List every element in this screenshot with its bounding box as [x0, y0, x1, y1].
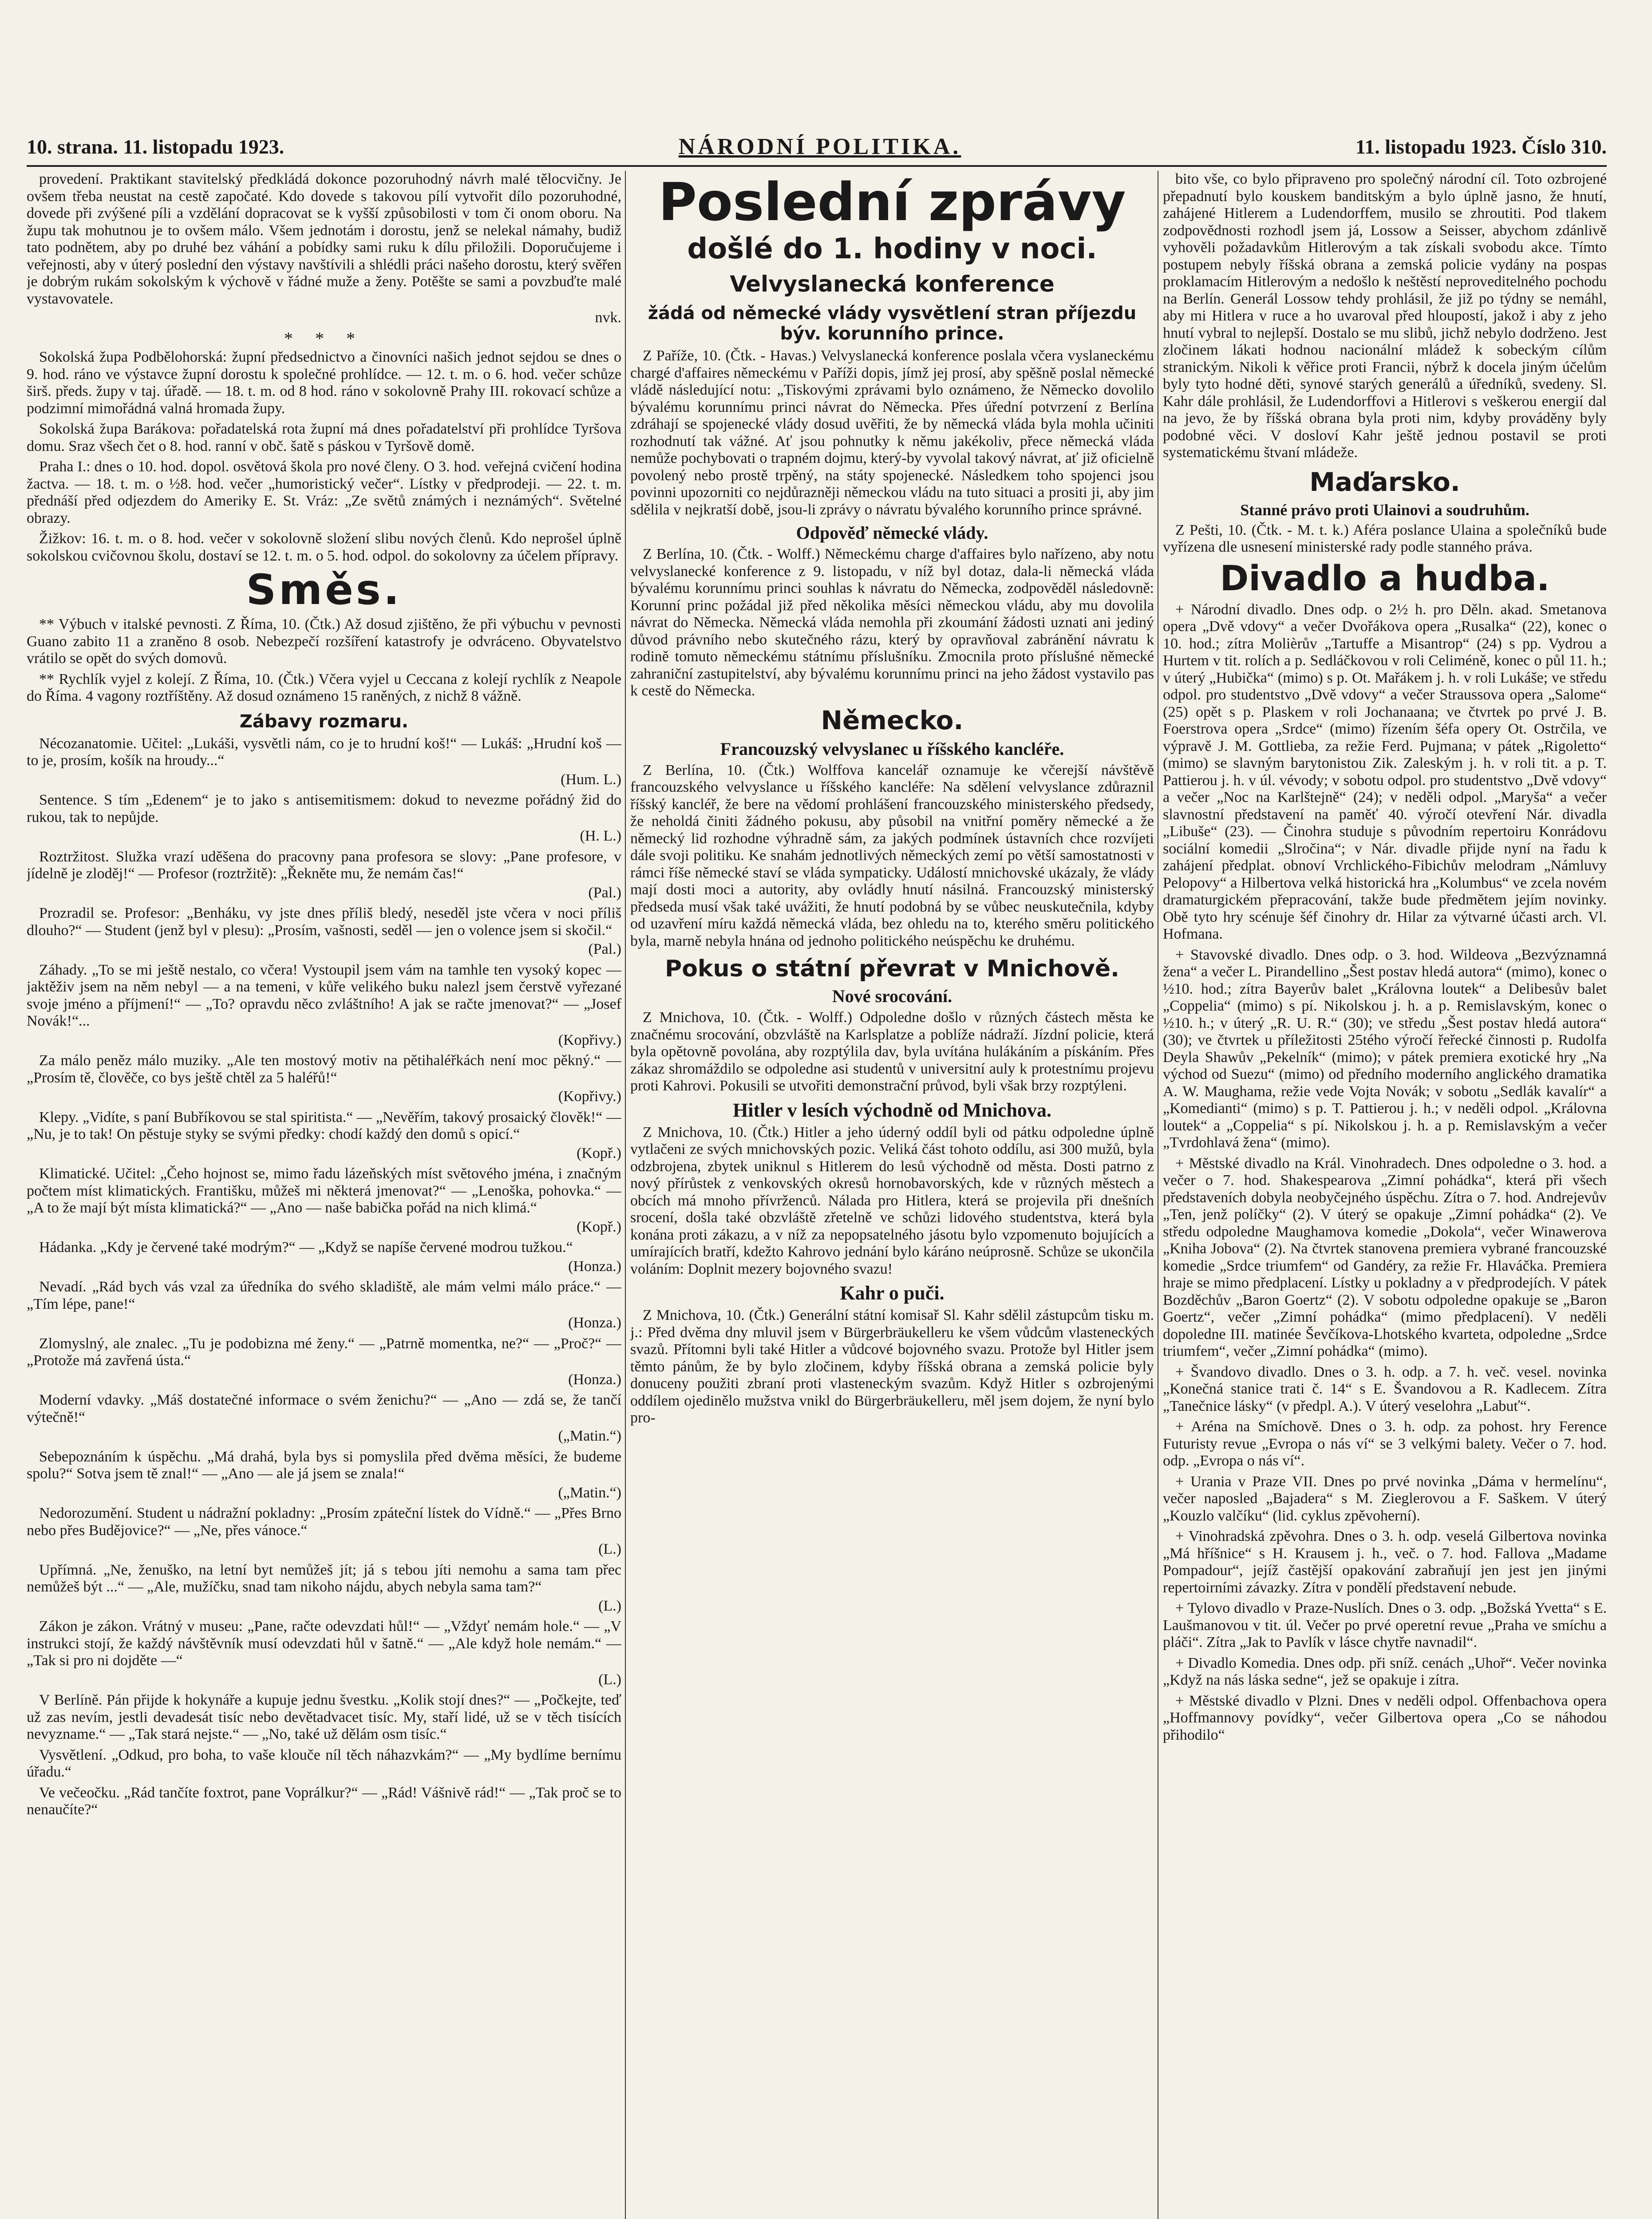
newspaper-title: NÁRODNÍ POLITIKA.	[678, 134, 961, 159]
article-text: Z Mnichova, 10. (Čtk.) Hitler a jeho úderný oddíl byli od pátku odpoledne úplně vytlačeni ze svých mnichovských pozic. Veliká část tohoto oddílu, asi 300 mužů, byla odzbrojena, zbytek uniknul s Hitlerem do lesů východně od města. Dosti patrno z nový přírůstek z venkovských okresů hornobavorských, kde v různých městech a obcích má mnoho přívrženců. Nálada pro Hitlera, která se projevila při dnešních srocení, došla také obzvláště zřetelně ve schůzi lidového studentstva, která byla konána proti zákazu, a v níž za nepopsatelného jásotu bylo vzpomenuto bojujících a umírajících bratří, kdežto Kahrovo jednání bylo káráno neúprosně. Schůze se ukončila voláním: Doplnit mezery bojovného svazu!	[630, 1124, 1154, 1277]
sokol-exhibition-text: provedení. Praktikant stavitelský předkládá dokonce pozoruhodný návrh malé tělocvičny. Je ovšem třeba neustat na cestě započaté. Kdo dovede s takovou pílí vytvořit dílo pozoruhodné, dovede při zvýšené píli a vzdělání dopracovat se k vyšší způsobilosti v tom či onom oboru. Na župu tak mohutnou je to ovšem málo. Všem jednotám i dorostu, jenž se nelekal námahy, budiž tato podnětem, aby po druhé bez váhání a pobídky sami ruku k dílu přiložili. Doporučujeme i veřejnosti, aby v úterý poslední den výstavy navštívili a shlédli práci našeho dorostu, který svěřen je dobrým rukám sokolským k výchově v řádné muže a ženy. Potěšte se sami a povzbuďte malé vystavovatele.	[27, 171, 621, 307]
article-heading: Stanné právo proti Ulainovi a soudruhům.	[1240, 501, 1529, 519]
joke-source: (Kopřivy.)	[558, 1088, 621, 1105]
article-text: Z Mnichova, 10. (Čtk.) Generální státní komisař Sl. Kahr sdělil zástupcům tisku m. j.: Před dvěma dny mluvil jsem v Bürgerbräukelleru ke všem vůdcům vlasteneckých svazů. Přítomni byli také Hitler a vůdcové bojovného svazu. Protože byl Hitler jsem těmto pánům, že by bylo zločinem, kdyby říšská obrana a zemská policie byly donuceny použiti zbraní proti vlasteneckým svazům. Když Hitler s ozbrojenými oddílem ojedinělo mužstva vnikl do Bürgerbräukelleru, měl jsem dojem, že nyní bylo pro-	[630, 1307, 1154, 1426]
page-header	[27, 129, 1607, 164]
joke: Sentence. S tím „Edenem“ je to jako s antisemitismem: dokud to nevezme pořádný žid do rukou, tak to nepůjde.	[27, 792, 621, 825]
article-text: Z Berlína, 10. (Čtk. - Wolff.) Německému charge d'affaires bylo nařízeno, aby notu velvyslanecké konference z 9. listopadu, v níž byl dotaz, dala-li německá vláda bývalému korunnímu princi souhlas k návratu do Německa, zodpověděl následovně: Korunní princ požádal již před několika měsíci německou vládu, aby mu dovolila návrat do Německa. Německá vláda nemohla při zkoumání žádosti uznati ani jediný důvod právního nebo skutečného rázu, který by opravňoval zabránění návratu k rodině tomuto německému státnímu příslušníku. Zmocnila proto příslušné německé zahraniční zastupitelství, aby bývalému korunnímu princi na jeho žádost vystavilo pas k cestě do Německa.	[630, 546, 1154, 699]
column-divider-1	[625, 171, 626, 2219]
article-heading: Francouzský velvyslanec u říšského kancléře.	[720, 738, 1064, 759]
article-heading: Kahr o puči.	[840, 1282, 945, 1304]
theatre-listing: + Městské divadlo v Plzni. Dnes v neděli odpol. Offenbachova opera „Hoffmannovy povídky“, večer Gilbertova opera „Co se náhodou přihodilo“	[1163, 1692, 1607, 1743]
joke: Ve večeočku. „Rád tančíte foxtrot, pane Voprálkur?“ — „Rád! Vášnivě rád!“ — „Tak proč se to nenaučíte?“	[27, 1784, 621, 1818]
joke-source: (L.)	[598, 1541, 621, 1557]
joke: Moderní vdavky. „Máš dostatečné informace o svém ženichu?“ — „Ano — zdá se, že tančí výtečně!“	[27, 1392, 621, 1425]
joke-source: (Honza.)	[568, 1258, 621, 1275]
header-left: 10. strana. 11. listopadu 1923.	[27, 135, 285, 158]
sokol-notice: Praha I.: dnes o 10. hod. dopol. osvětová škola pro nové členy. O 3. hod. veřejná cvičení hodina žactva. — 18. t. m. o ½8. hod. večer „humoristický večer“. Lístky v předprodeji. — 22. t. m. přednáší před odjezdem do Ameriky E. St. Vráz: „Ze světů známých i neznámých“. Světelné obrazy.	[27, 458, 621, 526]
joke: Zákon je zákon. Vrátný v museu: „Pane, račte odevzdati hůl!“ — „Vždyť nemám hole.“ — „V instrukci stojí, že každý návštěvník musí odevzdati hůl v šatně.“ — „Ale když hole nemám.“ — „Tak si pro ni dojděte —“	[27, 1618, 621, 1669]
article-heading: Nové srocování.	[832, 986, 952, 1006]
section-heading-germany: Německo.	[821, 705, 964, 735]
signature: nvk.	[595, 309, 621, 326]
header-rule	[27, 165, 1607, 167]
joke: V Berlíně. Pán přijde k hokynáře a kupuje jednu švestku. „Kolik stojí dnes?“ — „Počkejte, teď už zas nevím, jestli devadesát tisíc nebo devětadvacet tisíc. My, staří lidé, už se v těch tisících nevyzname.“ — „Tak stará nejste.“ — „No, také už dělám osm tisíc.“	[27, 1692, 621, 1742]
joke-source: (Kopř.)	[576, 1145, 621, 1161]
article-text: Z Paříže, 10. (Čtk. - Havas.) Velvyslanecká konference poslala včera vyslaneckému chargé d'affaires německému v Paříži dopis, jímž jej prosí, aby spěšně poslal německé vládě následující notu: „Tiskovými zprávami bylo oznámeno, že Německo dovolilo bývalému korunnímu princi návrat do Německa. Přes úřední potvrzení z Berlína zdráhají se spojenecké vlády dosud uvěřiti, že by německá vláda byla mohla učiniti rozhodnutí tak vážné. Ať jsou pohnutky k němu jakékoliv, přece německá vláda nemůže pochybovati o trapném dojmu, který-by vyvolal takový návrat, ať již oficielně povolený nebo prostě trpěný, na státy spojenecké. Následkem toho spojenci jsou povinni upozorniti co nejdůrazněji německou vládu na tuto situaci a prositi ji, aby jim sdělila v nejkratší době, jsou-li zprávy o návratu bývalého korunního prince správné.	[630, 347, 1154, 518]
theatre-listing: + Aréna na Smíchově. Dnes o 3. h. odp. za pohost. hry Ference Futuristy revue „Evropa o nás ví“ se 3 velkými balety. Večer o 7. hod. odp. „Evropa o nás ví“.	[1163, 1418, 1607, 1469]
joke-source: („Matin.“)	[558, 1484, 621, 1501]
sokol-notice: Sokolská župa Podbělohorská: župní předsednictvo a činovníci našich jednot sejdou se dnes o 9. hod. ráno ve výstavce župní dorostu k společné prohlídce. — 12. t. m. o 6. hod. večer schůze širš. předs. župy v taj. úřadě. — 18. t. m. od 8 hod. ráno v sokolovně Prahy III. rokovací schůze a podzimní mimořádná valná hromada župy.	[27, 349, 621, 417]
joke-source: (L.)	[598, 1671, 621, 1688]
joke-source: („Matin.“)	[558, 1428, 621, 1444]
section-heading-smes: Směs.	[246, 566, 402, 614]
joke: Prozradil se. Profesor: „Benháku, vy jste dnes příliš bledý, neseděl jste včera v noci příliš dlouho?“ — Student (jenž byl v plesu): „Prosím, vašnosti, seděl — jen o volence jsem si skočil.“	[27, 905, 621, 939]
joke-source: (L.)	[598, 1597, 621, 1614]
column-2	[630, 171, 1154, 2219]
column-3	[1163, 171, 1607, 2219]
article-heading: Hitler v lesích východně od Mnichova.	[733, 1099, 1051, 1121]
joke-source: (Pal.)	[588, 941, 621, 957]
joke-source: (Pal.)	[588, 884, 621, 901]
article-text: Z Berlína, 10. (Čtk.) Wolffova kancelář oznamuje ke včerejší návštěvě francouzského velvyslance u říšského kancléře: Na sdělení velvyslance zdůraznil říšský kancléř, že bere na vědomí prohlášení francouzského ministerského předsedy, že neholdá činiti žádného pokusu, aby působil na vnitřní poměry německé a že německý lid rozhodne výhradně sám, za jakých podmínek ústavních chce rozvíjeti dále svoji politiku. Ke snahám jednotlivých německých zemí po větší samostatnosti v rámci říše německé staví se vláda sympaticky. Událostí mnichovské ukázaly, že vlády mají dosti moci a autority, aby ovládly hnutí násilná. Francouzský ministerský předseda musí však také uvážiti, že hnutí podobná by se vůbec neuskutečnila, kdyby od uzavření míru každá německá vláda, bez ohledu na to, kterého směru politického byla, marně nebyla hnána od jednoho politického neúspěchu ke druhému.	[630, 762, 1154, 949]
article-text: Z Pešti, 10. (Čtk. - M. t. k.) Aféra poslance Ulaina a společníků bude vyřízena dle usnesení ministerské rady podle stanného práva.	[1163, 521, 1607, 555]
joke: Nécozanatomie. Učitel: „Lukáši, vysvětli nám, co je to hrudní koš!“ — Lukáš: „Hrudní koš — to je, prosím, košík na hroudy...“	[27, 735, 621, 769]
theatre-listing: + Městské divadlo na Král. Vinohradech. Dnes odpoledne o 3. hod. a večer o 7. hod. Shakespearova „Zimní pohádka“, která při všech představeních dobyla neobyčejného úspěchu. Zítra o 7. hod. Andrejevův „Ten, jenž políčky“ (2). V úterý se opakuje „Zimní pohádka“ (2). Ve středu odpoledne Maughamova komedie „Dokola“, večer Winawerova „Kniha Jobova“ (2). Na čtvrtek stanovena premiera vybrané francouzské komedie „Srdce triumfem“ od Gandéry, za režie Fr. Hlaváčka. Premiera hraje se mimo předplacení. Lístky u pokladny a v předprodejích. V pátek Bozděchův „Baron Goertz“ (2). V sobotu odpoledne opakuje se „Baron Goertz“, večer „Zimní pohádka“ (mimo předplacení). V neděli dopoledne III. matinée Ševčíkova-Lhotského kvarteta, odpoledne „Srdce triumfem“, večer „Zimní pohádka“ (mimo).	[1163, 1155, 1607, 1359]
news-item: ** Rychlík vyjel z kolejí. Z Říma, 10. (Čtk.) Včera vyjel u Ceccana z kolejí rychlík z Neapole do Říma. 4 vagony roztříštěny. Až dosud oznámeno 15 raněných, z nichž 8 vážně.	[27, 671, 621, 704]
joke-source: (Honza.)	[568, 1315, 621, 1331]
section-heading-theatre: Divadlo a hudba.	[1220, 558, 1550, 599]
joke: Roztržitost. Služka vrazí uděšena do pracovny pana profesora se slovy: „Pane profesore, v jídelně je zloděj!“ — Profesor (roztržitě): „Řekněte mu, že nemám čas!“	[27, 848, 621, 882]
column-1	[27, 171, 621, 2219]
sokol-notice: Žižkov: 16. t. m. o 8. hod. večer v sokolovně složení slibu nových členů. Kdo neprošel úplně sokolskou cvičovnou školu, dostaví se 12. t. m. o 5. hod. odpol. do sokolovny za účelem přípravy.	[27, 530, 621, 564]
joke: Upřímná. „Ne, ženuško, na letní byt nemůžeš jít; já s tebou jíti nemohu a sama tam přec nemůžeš být ...“ — „Ale, mužíčku, snad tam nikoho nájdu, abych nebyla sama tam?“	[27, 1561, 621, 1595]
joke-source: (Hum. L.)	[561, 771, 621, 788]
header-right: 11. listopadu 1923. Číslo 310.	[1355, 135, 1607, 158]
article-text: Z Mnichova, 10. (Čtk. - Wolff.) Odpoledne došlo v různých částech města ke značnému srocování, obzvláště na Karlsplatze a poblíže nádraží. Jízdní policie, která byla opětovně povolána, aby rozptýlila dav, byla uvítána hulákáním a pískáním. Přes zákaz shromáždilo se odpoledne asi studentů v universitní auly k protestnímu projevu proti Kahrovi. Pokusili se utvořiti demonstrační průvod, byli však brzy rozptýleni.	[630, 1009, 1154, 1094]
section-heading-zabavy: Zábavy rozmaru.	[239, 711, 409, 732]
article-heading: Velvyslanecká konference	[730, 271, 1055, 297]
joke: Sebepoznáním k úspěchu. „Má drahá, byla bys si pomyslila před dvěma měsíci, že budeme spolu?“ Sotva jsem tě znal!“ — „Ano — ale já jsem se znala!“	[27, 1448, 621, 1482]
theatre-listing: + Stavovské divadlo. Dnes odp. o 3. hod. Wildeova „Bezvýznamná žena“ a večer L. Pirandellino „Šest postav hledá autora“ (mimo), konec o ½10. hod.; zítra Bayerův balet „Královna loutek“ a Delibesův balet „Coppelia“ (mimo) s pí. Nikolskou j. h. a p. Remislavským, konec o ½10. h.; v úterý „R. U. R.“ (30); ve středu „Šest postav hledá autora“ (30); ve čtvrtek u příležitosti 25tého výročí řeřecké činnosti p. Rudolfa Deyla Shawův „Pekelník“ (mimo); v pátek premiera exotické hry „Na východ od Suezu“ (mimo) od předního moderního anglického dramatika A. W. Maughama, režie vede Vojta Novák; v sobotu „Sedlák kavalír“ a „Komedianti“ (mimo) s p. T. Pattierou j. h.; v neděli odpol. „Královna loutek“ a „Coppelia“ s pí. Nikolskou j. h. a p. Remislavským a večer „Tvrdohlavá žena“ (mimo).	[1163, 946, 1607, 1151]
joke-source: (H. L.)	[580, 828, 621, 844]
separator: * * *	[284, 328, 364, 348]
joke: Klepy. „Vidíte, s paní Bubříkovou se stal spiritista.“ — „Nevěřím, takový prosaický člověk!“ — „Nu, je to tak! On pěstuje styky se svými předky: chodí každý den domů s opicí.“	[27, 1109, 621, 1142]
theatre-listing: + Divadlo Komedia. Dnes odp. při sníž. cenách „Uhoř“. Večer novinka „Když na nás láska sedne“, jež se opakuje i zítra.	[1163, 1654, 1607, 1688]
article-subheading: žádá od německé vlády vysvětlení stran příjezdu býv. korunního prince.	[648, 303, 1137, 344]
joke-source: (Honza.)	[568, 1371, 621, 1388]
article-text: bito vše, co bylo připraveno pro společný národní cíl. Toto ozbrojené přepadnutí bylo kouskem banditským a bylo úplně jasno, že hnutí, zahájené Hitlerem a Ludendorffem, musilo se zhroutiti. Pod tlakem zodpovědnosti rozhodl jsem já, Lossow a Seisser, abychom zdánlivě vyhověli požadavkům Hitlerovým a tak získali svobodu akce. Tímto postupem nebyly říšská obrana a zemská policie vydány na pospas proklamacím Hitlerovým a nedošlo k neštěstí neproveditelného pochodu na Berlín. Generál Lossow tehdy prohlásil, že již po týdny se nemáhl, aby mi Hitlera v ruce a ho uvaroval před hloupostí, jakož i aby z jeho hnutí vybral to nejlepší. Dostalo se mu slibů, jichž nebylo dodrženo. Jest zločinem lákati hodnou nacionální mládež k sobeckým cílům stranickým. Nikoli k věřice proti Francii, nýbrž k docela jiným účelům byly tyto hodné děti, synové starých generálů a úředníků, svedeny. Sl. Kahr dále prohlásil, že Ludendorffovi a Hitlerovi s veškerou energií dal na jevo, že by říšská obrana byla proti nim, kdyby prováděny byly podobné věci. V dosloví Kahr ještě jednou postavil se proti systematickému štvaní mládeže.	[1163, 171, 1607, 461]
sokol-notice: Sokolská župa Barákova: pořadatelská rota župní má dnes pořadatelství při prohlídce Tyršova domu. Sraz všech čet o 8. hod. ranní v obč. šatě s páskou v Tyršově domě.	[27, 421, 621, 454]
joke: Klimatické. Učitel: „Čeho hojnost se, mimo řadu lázeňských míst světového jména, i značným počtem míst klimatických. Františku, můžeš mi některá jmenovat?“ — „Lenoška, pohovka.“ — „A to že mají být místa klimatická?“ — „Ano — naše babička pořád na nich klimá.“	[27, 1165, 621, 1216]
theatre-listing: + Urania v Praze VII. Dnes po prvé novinka „Dáma v hermelínu“, večer naposled „Bajadera“ s M. Zieglerovou a F. Saškem. V úterý „Kouzlo valčíku“ (lid. cyklus zpěvoherní).	[1163, 1473, 1607, 1524]
joke: Hádanka. „Kdy je červené také modrým?“ — „Když se napíše červené modrou tužkou.“	[39, 1239, 573, 1256]
theatre-listing: + Tylovo divadlo v Praze-Nuslích. Dnes o 3. odp. „Božská Yvetta“ s E. Laušmanovou v tit. úl. Večer po prvé operetní revue „Praha ve smíchu a pláči“. Zítra „Jak to Pavlík v lásce chytře navnadil“.	[1163, 1600, 1607, 1650]
joke-source: (Kopř.)	[576, 1218, 621, 1235]
article-heading: Odpověď německé vlády.	[796, 523, 988, 543]
section-heading-hungary: Maďarsko.	[1309, 466, 1460, 497]
theatre-listing: + Švandovo divadlo. Dnes o 3. h. odp. a 7. h. več. vesel. novinka „Konečná stanice trati č. 14“ s E. Švandovou a R. Kadlecem. Zítra „Tanečnice lásky“ (v předpl. A.). V úterý veselohra „Labuť“.	[1163, 1363, 1607, 1414]
headline-latest-news-sub: došlé do 1. hodiny v noci.	[687, 233, 1097, 265]
joke-source: (Kopřivy.)	[558, 1031, 621, 1048]
joke: Vysvětlení. „Odkud, pro boha, to vaše klouče níl těch náhazvkám?“ — „My bydlíme bernímu úřadu.“	[27, 1746, 621, 1780]
theatre-listing: + Národní divadlo. Dnes odp. o 2½ h. pro Děln. akad. Smetanova opera „Dvě vdovy“ a večer Dvořákova opera „Rusalka“ (22), konec o 10. hod.; zítra Molièrův „Tartuffe a Misantrop“ (24) s pp. Vydrou a Hurtem v tit. rolích a p. Sedláčkovou v roli Celiméně, konec o půl 11. h.; v úterý „Hubička“ (mimo) s p. Ot. Mařákem j. h. v roli Lukáše; ve středu odpol. pro studentstvo „Dvě vdovy“ a večer Straussova opera „Salome“ (25) opět s p. Plaskem v roli Jochanaana; ve čtvrtek po prvé J. B. Foerstrova opera „Srdce“ (mimo) řízením šéfa opery Ot. Ostrčila, ve výpravě J. M. Gottlieba, za režie Ferd. Pujmana; v pátek „Rigoletto“ (mimo) se slavným barytonistou Zik. Zaleským j. h. v roli tit. a p. T. Pattierou j. h. v úl. vévody; v sobotu odpol. pro studentstvo „Dvě vdovy“ a večer „Noc na Karlštejně“ (24); v neděli odpol. „Maryša“ a večer slavnostní představení na paměť 40. výročí otevření Nár. divadla „Libuše“ (23). — Činohra studuje s původním repertoiru Konrádovu sociální komedii „Slročina“; v Nár. divadle přijde nyní na řadu k zahájení předplat. obnoví Vrchlického-Fibichův melodram „Námluvy Pelopovy“ a Hilbertova velká historická hra „Kolumbus“ ve zcela novém dramaturgickém přepracování, takže bude předmětem jejím novinky. Obě tyto hry scénuje šéf činohry dr. Hilar za výtvarné účasti arch. Vl. Hofmana.	[1163, 601, 1607, 942]
theatre-listing: + Vinohradská zpěvohra. Dnes o 3. h. odp. veselá Gilbertova novinka „Má hříšnice“ s H. Krausem j. h., več. o 7. hod. Fallova „Madame Pompadour“, jejíž častější opakování zabraňují jen jest jen jinými repertoirními závazky. Zítra v pondělí představení nebude.	[1163, 1528, 1607, 1596]
joke: Nevadí. „Rád bych vás vzal za úředníka do svého skladiště, ale mám velmi málo práce.“ — „Tím lépe, pane!“	[27, 1279, 621, 1312]
section-heading-munich: Pokus o státní převrat v Mnichově.	[665, 956, 1119, 982]
joke: Za málo peněz málo muziky. „Ale ten mostový motiv na pětihaléřkách není moc pěkný.“ — „Prosím tě, člověče, co bys ještě chtěl za 5 haléřů!“	[27, 1052, 621, 1086]
news-item: ** Výbuch v italské pevnosti. Z Říma, 10. (Čtk.) Až dosud zjištěno, že při výbuchu v pevnosti Guano zabito 11 a zraněno 8 osob. Nebezpečí rozšíření katastrofy je odvráceno. Obyvatelstvo vrátilo se opět do svých domovů.	[27, 616, 621, 667]
joke: Záhady. „To se mi ještě nestalo, co včera! Vystoupil jsem vám na tamhle ten vysoký kopec — jaktěživ jsem na něm nebyl — a na temeni, v kůře velikého buku nalezl jsem čerstvě vyřezané svoje jméno a příjmení!“ — „To? opravdu něco zvláštního! A jak se račte jmenovat?“ — „Josef Novák!“...	[27, 961, 621, 1029]
joke: Nedorozumění. Student u nádražní pokladny: „Prosím zpáteční lístek do Vídně.“ — „Přes Brno nebo přes Budějovice?“ — „Ne, přes vánoce.“	[27, 1505, 621, 1539]
headline-latest-news: Poslední zprávy	[658, 171, 1126, 233]
joke: Zlomyslný, ale znalec. „Tu je podobizna mé ženy.“ — „Patrně momentka, ne?“ — „Proč?“ — „Protože má zavřená ústa.“	[27, 1335, 621, 1369]
